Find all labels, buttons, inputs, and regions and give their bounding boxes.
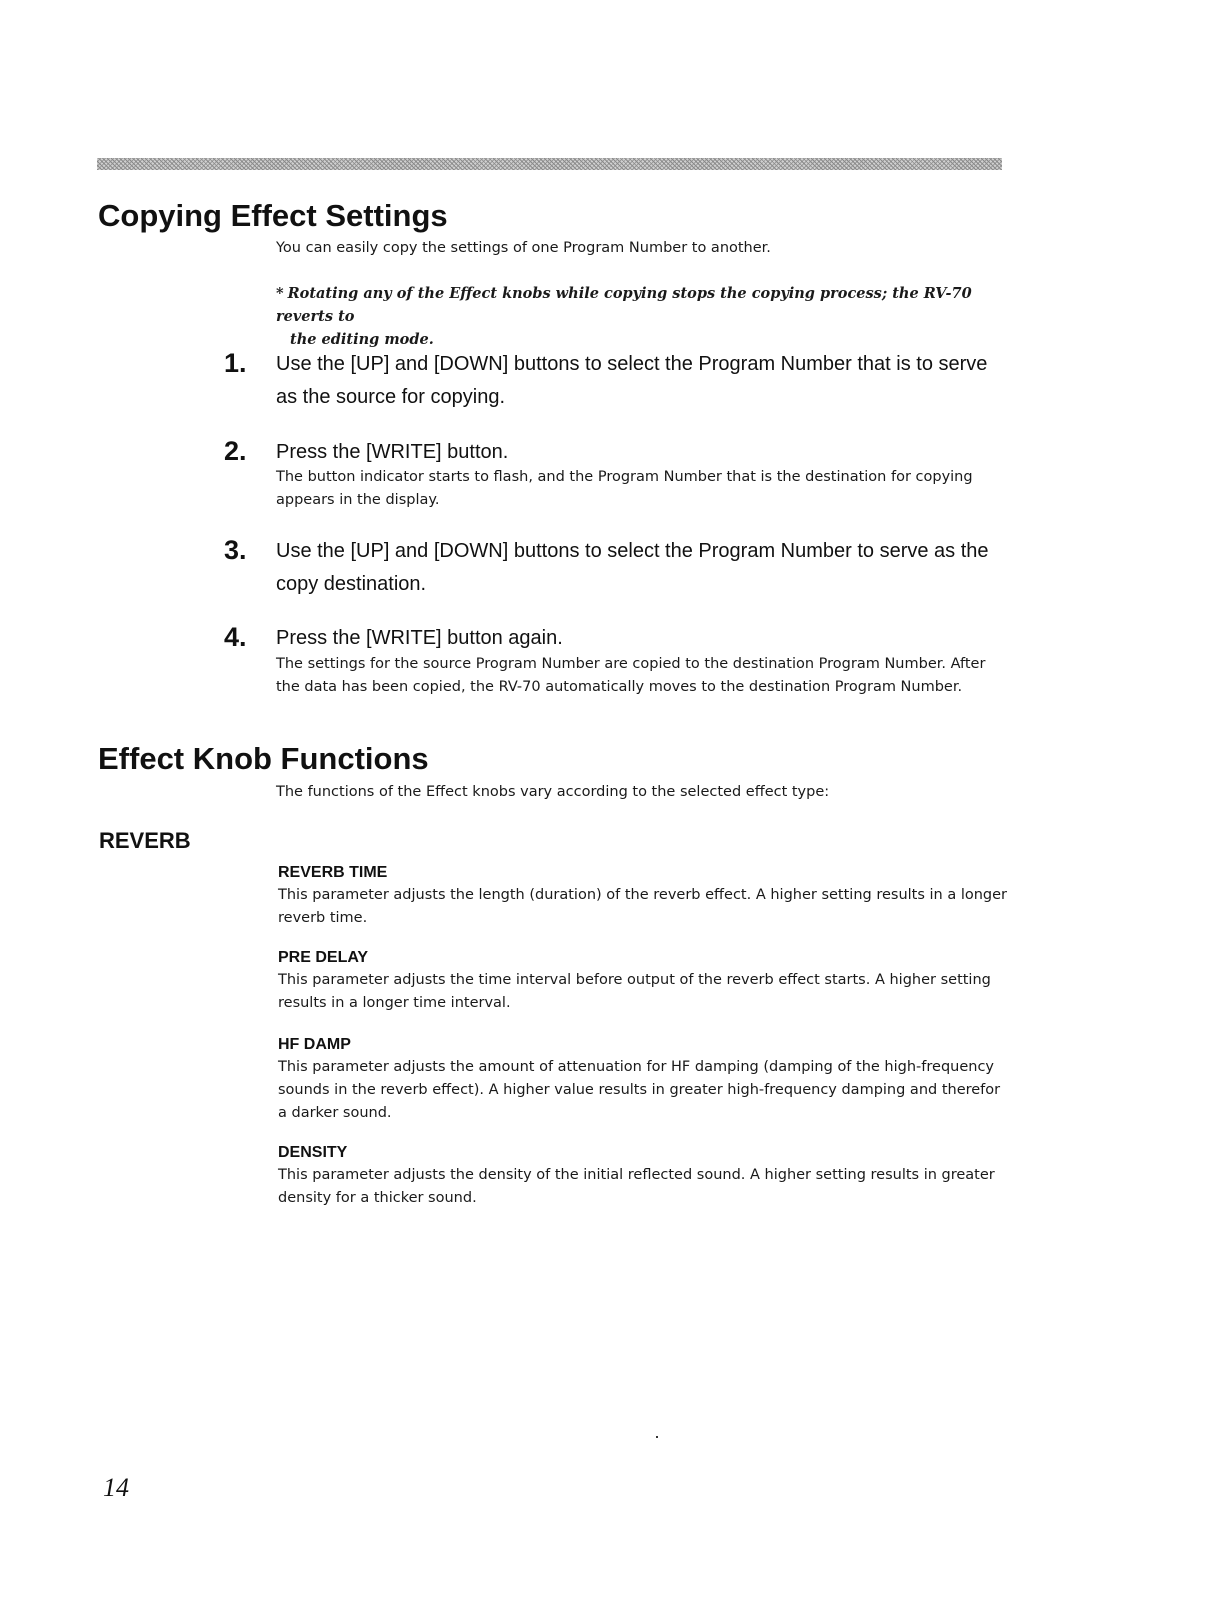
step-number: 4. [224, 622, 247, 652]
param-label: REVERB TIME [278, 864, 388, 881]
knob-functions-intro: The functions of the Effect knobs vary according to the selected effect type: [276, 784, 830, 800]
param-label: PRE DELAY [278, 949, 369, 966]
scan-speck [656, 1436, 658, 1438]
param-description: This parameter adjusts the length (duration) of the reverb effect. A higher setting results in a longer reverb time. [278, 887, 1008, 926]
param-reverb-time [278, 862, 1013, 930]
header-rule [97, 158, 1002, 170]
param-description: This parameter adjusts the time interval before output of the reverb effect starts. A higher setting results in a longer time interval. [278, 972, 991, 1011]
step-subtext: The button indicator starts to flash, and the Program Number that is the destination for copying appears in the display. [276, 469, 973, 508]
param-label: HF DAMP [278, 1036, 351, 1053]
step-number: 3. [224, 535, 247, 565]
note-line-1: Rotating any of the Effect knobs while copying stops the copying process; the RV-70 reverts to [276, 285, 972, 325]
copying-note [276, 282, 1011, 351]
page-number: 14 [103, 1473, 129, 1502]
note-line-2: the editing mode. [290, 331, 434, 348]
copying-intro: You can easily copy the settings of one Program Number to another. [276, 240, 771, 256]
param-label: DENSITY [278, 1144, 348, 1161]
section-title-knob-functions: Effect Knob Functions [98, 741, 429, 776]
step-text: Use the [UP] and [DOWN] buttons to select the Program Number to serve as the copy destination. [276, 540, 989, 595]
step-text: Press the [WRITE] button. [276, 441, 509, 463]
step-number: 2. [224, 436, 247, 466]
param-description: This parameter adjusts the density of the initial reflected sound. A higher setting results in greater density for a thicker sound. [278, 1167, 995, 1206]
step-number: 1. [224, 348, 247, 378]
param-pre-delay [278, 947, 1013, 1015]
step-text: Use the [UP] and [DOWN] buttons to select the Program Number that is to serve as the source for copying. [276, 353, 988, 408]
note-marker: * [276, 285, 284, 302]
param-density [278, 1142, 1013, 1210]
subsection-title-reverb: REVERB [99, 828, 191, 853]
param-hf-damp [278, 1034, 1013, 1125]
step-subtext: The settings for the source Program Number are copied to the destination Program Number. After the data has been copied, the RV-70 automatically moves to the destination Program Number. [276, 656, 986, 695]
section-title-copying: Copying Effect Settings [98, 198, 448, 233]
step-text: Press the [WRITE] button again. [276, 627, 563, 649]
param-description: This parameter adjusts the amount of attenuation for HF damping (damping of the high-frequency sounds in the reverb effect). A higher value results in greater high-frequency damping and therefor a darker sound. [278, 1059, 1001, 1121]
